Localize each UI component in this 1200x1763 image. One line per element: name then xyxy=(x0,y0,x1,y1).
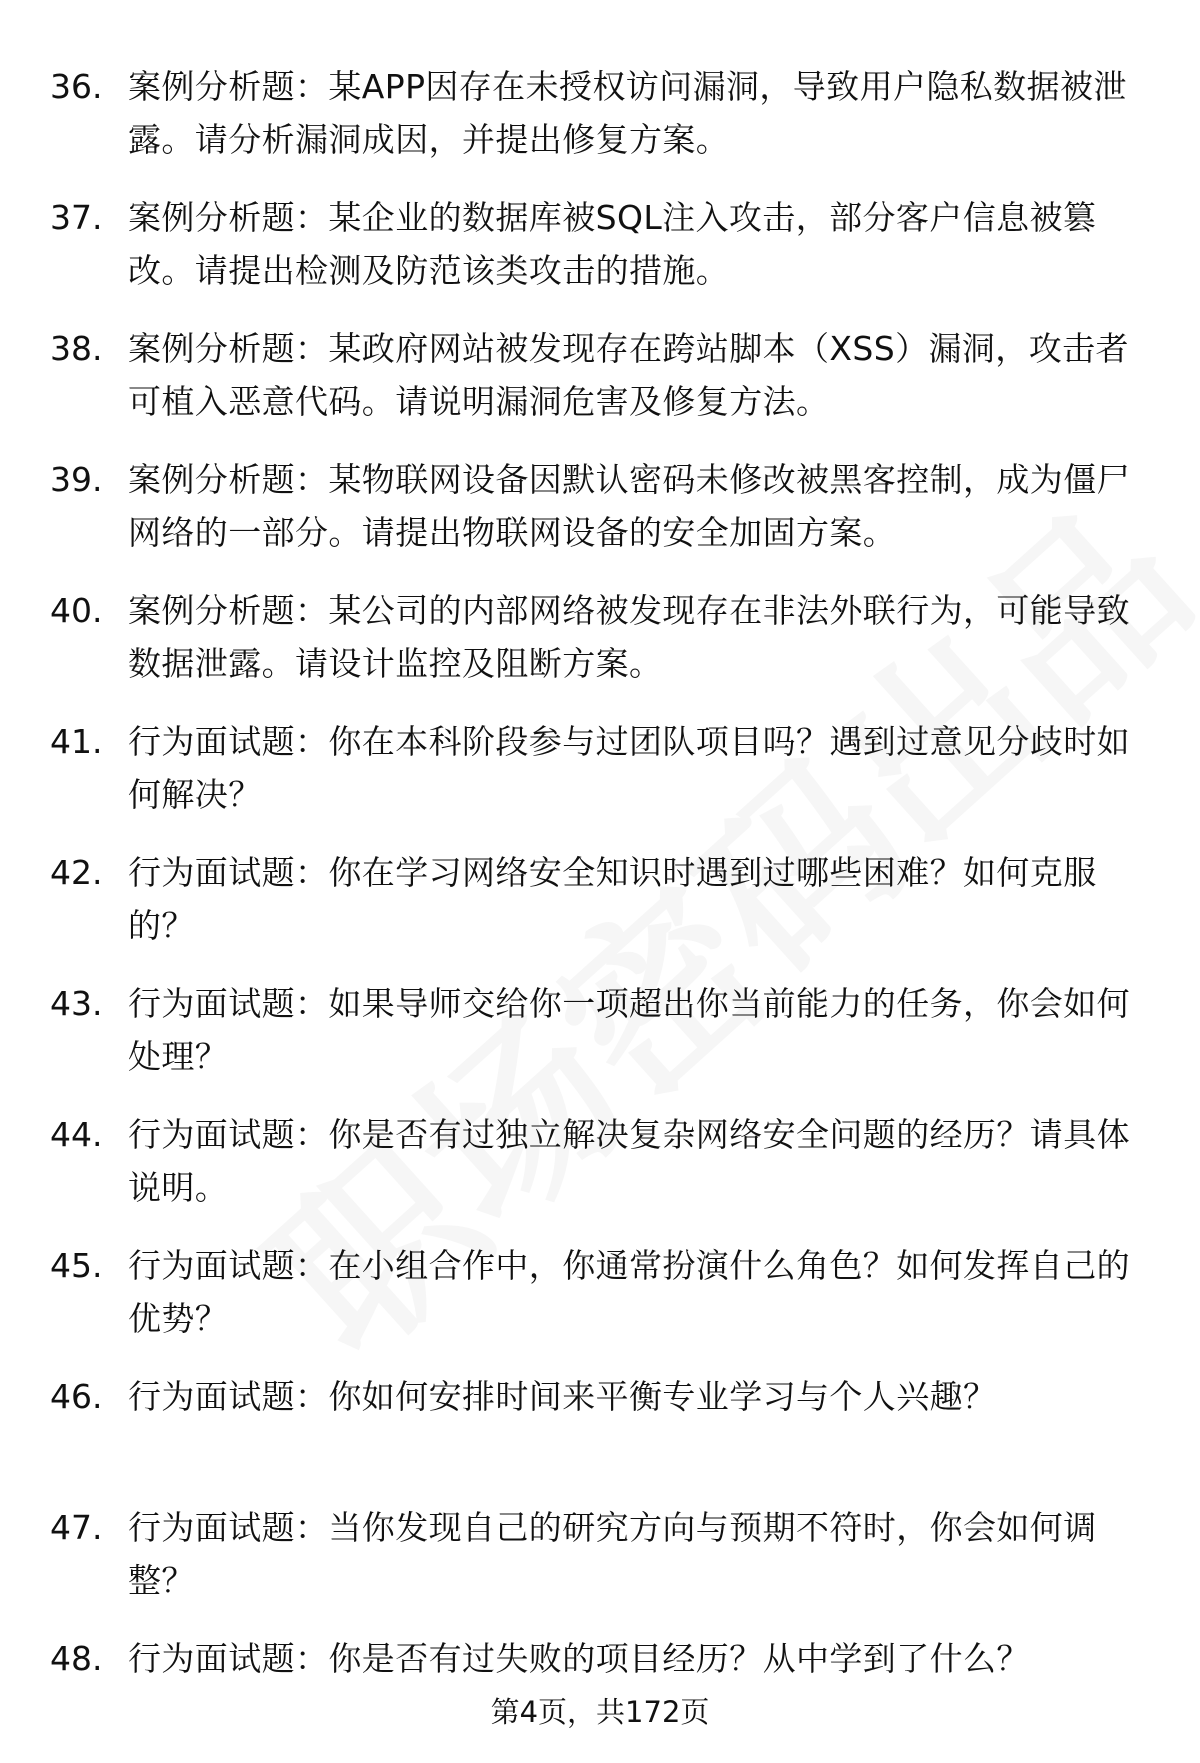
question-number: 47. xyxy=(50,1508,103,1547)
question-item xyxy=(0,453,1200,584)
question-item xyxy=(0,191,1200,322)
question-text: 行为面试题：如果导师交给你一项超出你当前能力的任务，你会如何处理？ xyxy=(128,984,1130,1076)
question-item xyxy=(0,1239,1200,1370)
question-item xyxy=(0,1370,1200,1501)
question-number: 41. xyxy=(50,722,103,761)
question-text: 行为面试题：当你发现自己的研究方向与预期不符时，你会如何调整？ xyxy=(128,1508,1097,1600)
question-list xyxy=(0,60,1200,1763)
question-item xyxy=(0,60,1200,191)
question-text: 案例分析题：某公司的内部网络被发现存在非法外联行为，可能导致数据泄露。请设计监控及阻断方案。 xyxy=(128,591,1130,683)
question-number: 48. xyxy=(50,1639,103,1678)
question-item xyxy=(0,584,1200,715)
question-item xyxy=(0,977,1200,1108)
question-text: 案例分析题：某政府网站被发现存在跨站脚本（XSS）漏洞，攻击者可植入恶意代码。请说明漏洞危害及修复方法。 xyxy=(128,329,1129,421)
question-number: 37. xyxy=(50,198,103,237)
question-text: 行为面试题：你是否有过失败的项目经历？从中学到了什么？ xyxy=(128,1639,1030,1678)
question-item xyxy=(0,322,1200,453)
question-number: 44. xyxy=(50,1115,103,1154)
question-item xyxy=(0,715,1200,846)
question-text: 案例分析题：某企业的数据库被SQL注入攻击，部分客户信息被篡改。请提出检测及防范该类攻击的措施。 xyxy=(128,198,1097,290)
question-text: 行为面试题：你在学习网络安全知识时遇到过哪些困难？如何克服的？ xyxy=(128,853,1097,945)
question-item xyxy=(0,1501,1200,1632)
question-number: 46. xyxy=(50,1377,103,1416)
question-item xyxy=(0,1108,1200,1239)
question-item xyxy=(0,846,1200,977)
question-number: 43. xyxy=(50,984,103,1023)
question-text: 行为面试题：你在本科阶段参与过团队项目吗？遇到过意见分歧时如何解决？ xyxy=(128,722,1130,814)
question-text: 案例分析题：某物联网设备因默认密码未修改被黑客控制，成为僵尸网络的一部分。请提出物联网设备的安全加固方案。 xyxy=(128,460,1130,552)
question-number: 36. xyxy=(50,67,103,106)
question-number: 39. xyxy=(50,460,103,499)
question-number: 45. xyxy=(50,1246,103,1285)
question-text: 案例分析题：某APP因存在未授权访问漏洞，导致用户隐私数据被泄露。请分析漏洞成因，并提出修复方案。 xyxy=(128,67,1127,159)
question-text: 行为面试题：你如何安排时间来平衡专业学习与个人兴趣？ xyxy=(128,1377,997,1416)
question-number: 38. xyxy=(50,329,103,368)
page-number-footer: 第4页，共172页 xyxy=(490,1695,710,1729)
question-number: 42. xyxy=(50,853,103,892)
question-text: 行为面试题：你是否有过独立解决复杂网络安全问题的经历？请具体说明。 xyxy=(128,1115,1130,1207)
question-text: 行为面试题：在小组合作中，你通常扮演什么角色？如何发挥自己的优势？ xyxy=(128,1246,1130,1338)
question-number: 40. xyxy=(50,591,103,630)
